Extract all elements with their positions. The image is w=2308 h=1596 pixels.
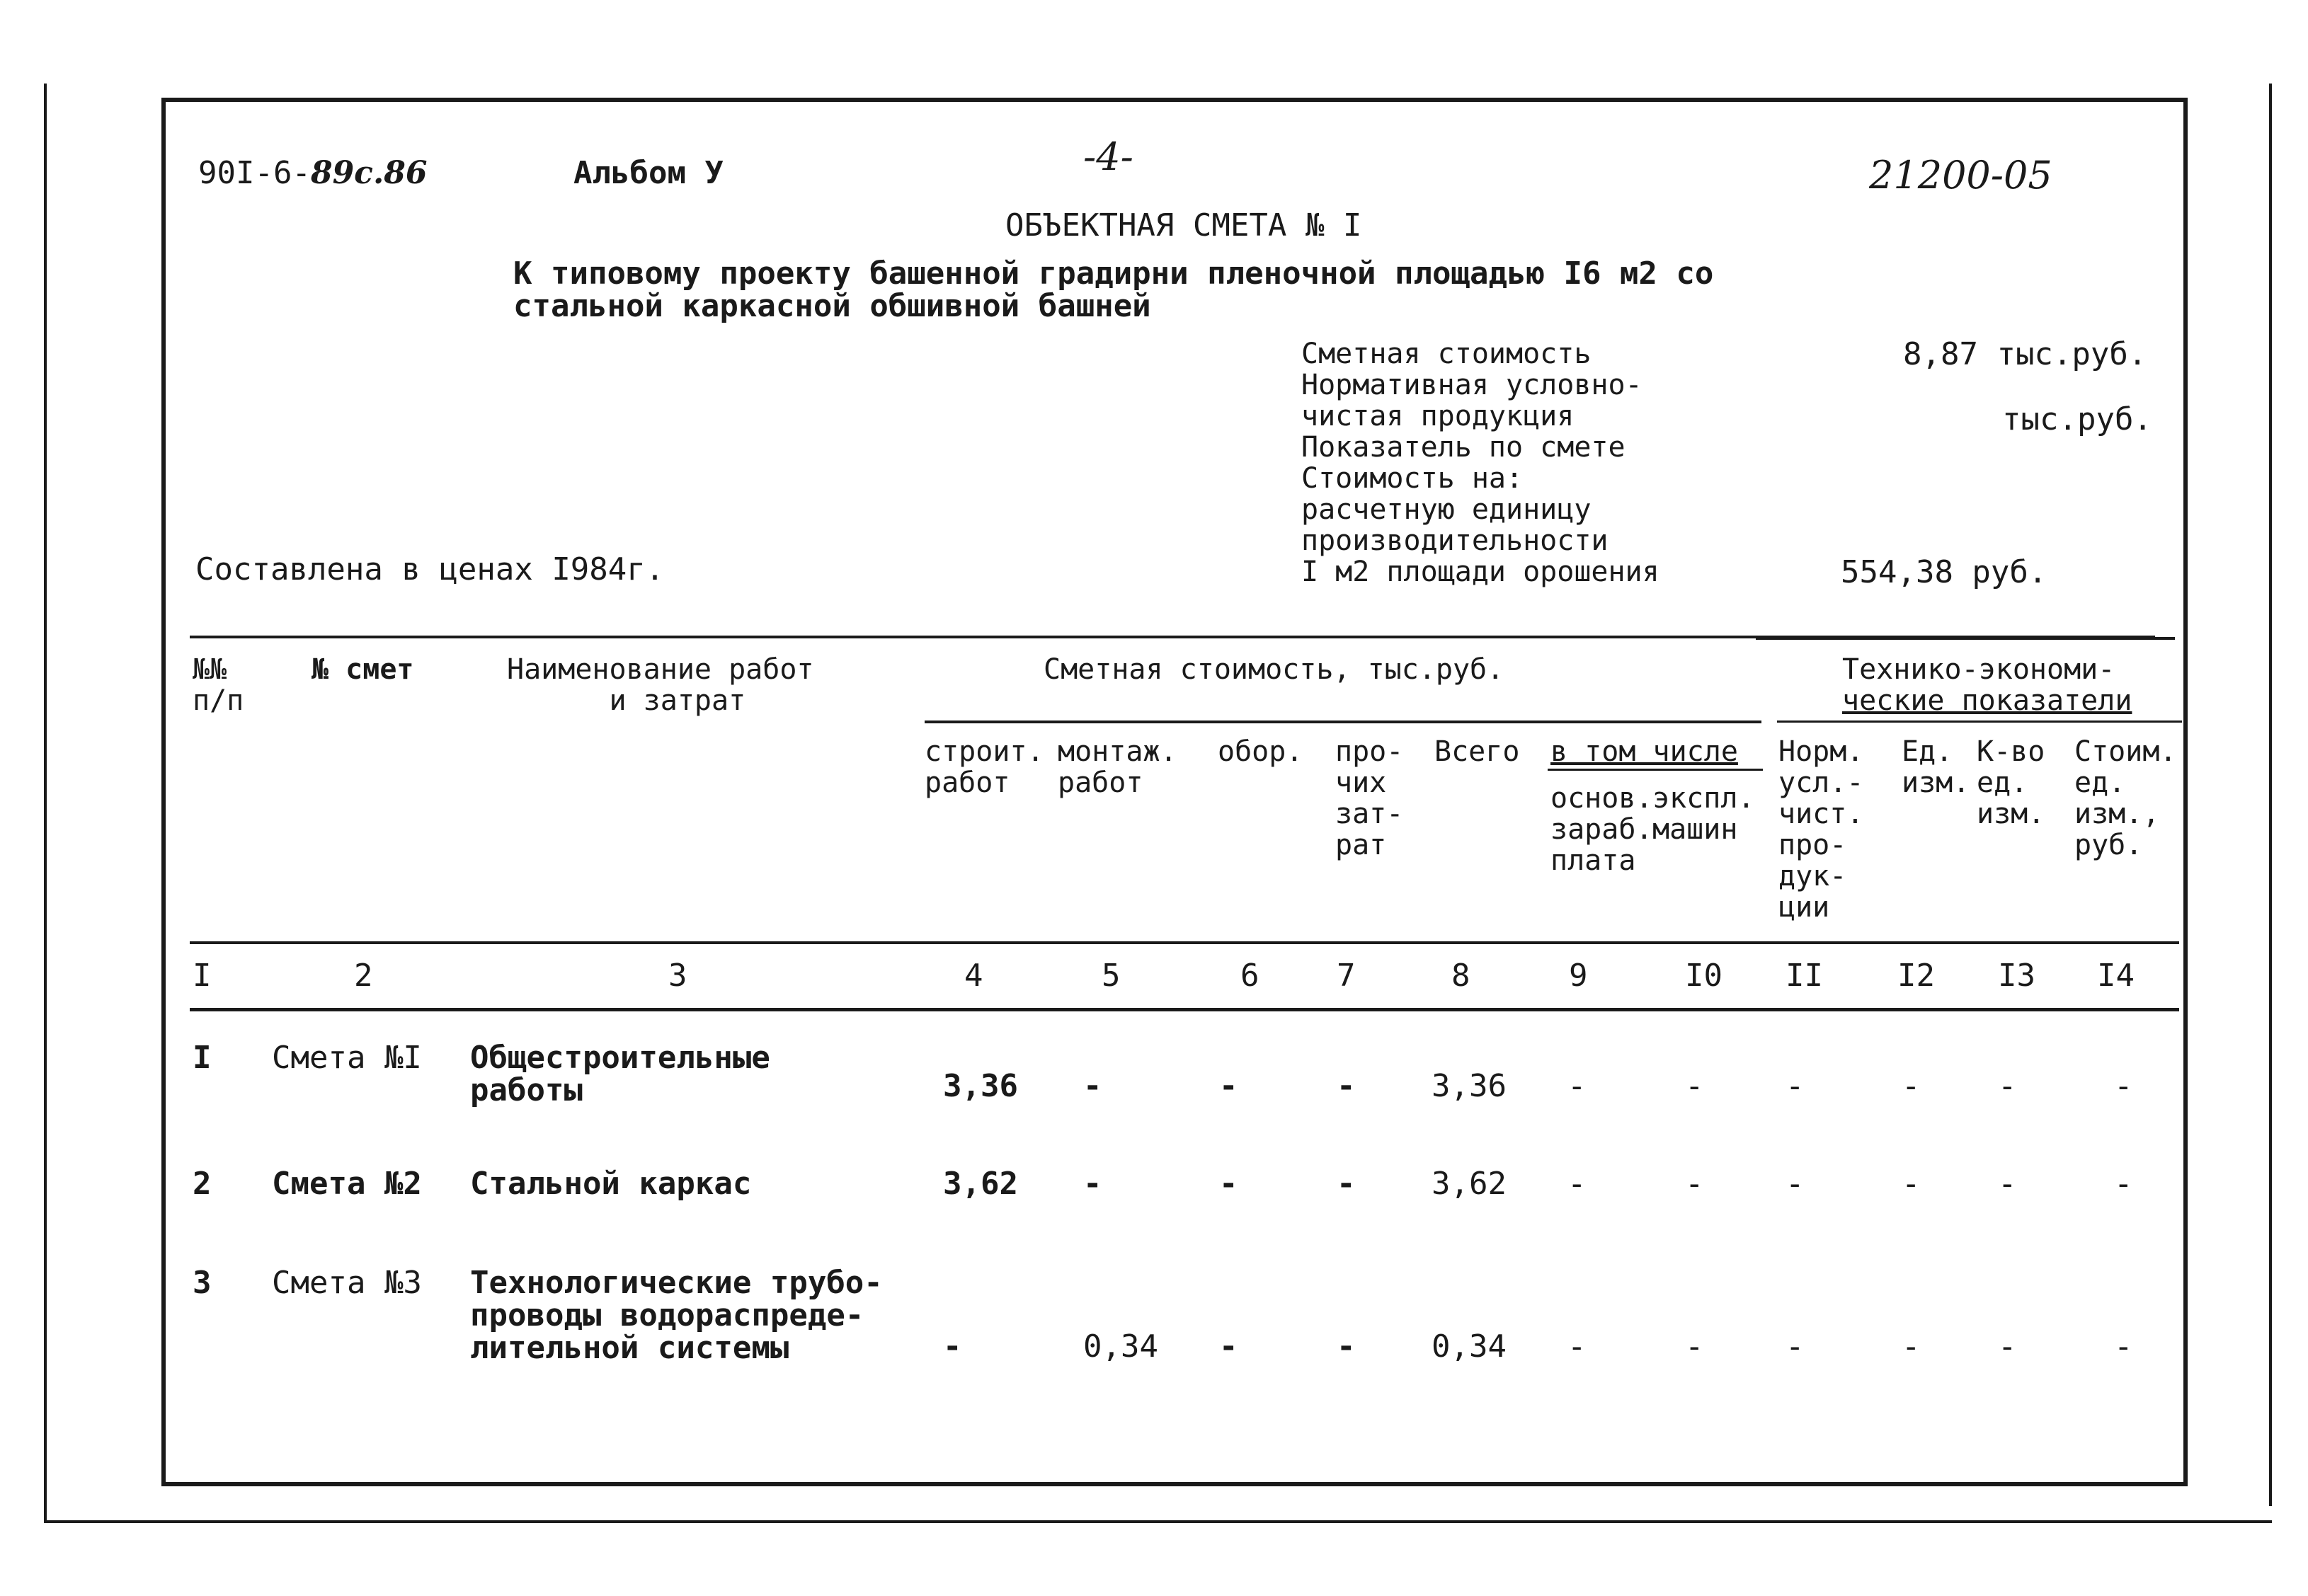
col-header-num: №№ п/п: [193, 653, 244, 717]
area-label: I м2 площади орошения: [1301, 556, 1659, 588]
row-name: Технологические трубо- проводы водораспреде- лительной системы: [470, 1265, 883, 1366]
column-number: II: [1786, 958, 1823, 994]
column-number: I0: [1685, 958, 1723, 994]
row-unit-cost: -: [2114, 1166, 2133, 1202]
page-title: ОБЪЕКТНАЯ СМЕТА № I: [1005, 207, 1362, 243]
col-header-machines: экспл. машин: [1652, 782, 1755, 846]
row-num: 2: [193, 1166, 212, 1202]
frame-bottom: [161, 1482, 2188, 1486]
row-total: 0,34: [1432, 1328, 1507, 1365]
column-number: I2: [1897, 958, 1935, 994]
row-estimate: Смета №2: [272, 1166, 422, 1202]
row-other: -: [1337, 1328, 1356, 1365]
row-wages: -: [1567, 1166, 1587, 1202]
row-installation: 0,34: [1083, 1328, 1158, 1365]
column-number: I4: [2097, 958, 2135, 994]
row-machines: -: [1685, 1328, 1704, 1365]
row-num: 3: [193, 1265, 212, 1301]
column-number: 6: [1240, 958, 1259, 994]
row-wages: -: [1567, 1068, 1587, 1104]
cost-per-label: Стоимость на:: [1301, 462, 1524, 495]
col-header-quantity: К-во ед. изм.: [1977, 735, 2045, 830]
column-numbers-rule: [190, 1008, 2179, 1011]
estimated-cost-value: 8,87 тыс.руб.: [1903, 336, 2147, 372]
normative-label-2: чистая продукция: [1301, 400, 1575, 432]
column-number: 5: [1102, 958, 1121, 994]
row-equipment: -: [1219, 1166, 1238, 1202]
col-header-construction: строит. работ: [925, 735, 1044, 799]
including-rule: [1548, 769, 1763, 771]
row-qty: -: [1998, 1166, 2017, 1202]
page-number: -4-: [1083, 134, 1133, 179]
col-header-unit: Ед. изм.: [1902, 735, 1970, 799]
row-name: Общестроительные работы: [470, 1040, 770, 1108]
row-unit: -: [1902, 1328, 1921, 1365]
column-number: 7: [1337, 958, 1356, 994]
doc-code-handwritten: 89с.86: [310, 155, 428, 191]
row-machines: -: [1685, 1166, 1704, 1202]
row-other: -: [1337, 1068, 1356, 1104]
column-number: 8: [1451, 958, 1470, 994]
outer-border-left: [44, 84, 47, 1520]
row-machines: -: [1685, 1068, 1704, 1104]
estimated-cost-label: Сметная стоимость: [1301, 338, 1592, 370]
col-header-name: Наименование работ и затрат: [507, 653, 814, 717]
row-equipment: -: [1219, 1328, 1238, 1365]
album-label: Альбом У: [573, 155, 724, 191]
table-top-rule-right: [1756, 637, 2175, 640]
col-header-total: Всего: [1434, 735, 1520, 768]
col-header-estimate-no: № смет: [312, 653, 414, 686]
col-header-tech-group-1: Технико-экономи-: [1842, 653, 2115, 686]
column-number: 3: [668, 958, 687, 994]
row-total: 3,36: [1432, 1068, 1507, 1104]
column-number: 4: [964, 958, 983, 994]
col-header-other: про- чих зат- рат: [1335, 735, 1404, 861]
row-construction: -: [943, 1328, 962, 1365]
outer-border-right: [2269, 84, 2272, 1506]
row-unit: -: [1902, 1166, 1921, 1202]
tech-group-rule: [1777, 721, 2182, 723]
unit-label-1: расчетную единицу: [1301, 493, 1592, 526]
subtitle-line2: стальной каркасной обшивной башней: [513, 288, 1151, 324]
row-estimate: Смета №3: [272, 1265, 422, 1301]
row-unit-cost: -: [2114, 1328, 2133, 1365]
column-number: I: [193, 958, 212, 994]
normative-unit: тыс.руб.: [2002, 401, 2152, 437]
col-header-cost-group: Сметная стоимость, тыс.руб.: [1044, 653, 1504, 686]
col-header-equipment: обор.: [1218, 735, 1303, 768]
col-header-norm-product: Норм. усл.- чист. про- дук- ции: [1778, 735, 1864, 924]
col-header-wages: основ. зараб. плата: [1550, 782, 1653, 877]
row-norm: -: [1786, 1166, 1805, 1202]
row-equipment: -: [1219, 1068, 1238, 1104]
row-name: Стальной каркас: [470, 1166, 752, 1202]
outer-border-bottom: [44, 1520, 2272, 1523]
row-estimate: Смета №I: [272, 1040, 422, 1076]
normative-label-1: Нормативная условно-: [1301, 369, 1643, 401]
row-other: -: [1337, 1166, 1356, 1202]
indicator-label: Показатель по смете: [1301, 431, 1626, 464]
col-header-installation: монтаж. работ: [1058, 735, 1177, 799]
column-number: 9: [1569, 958, 1588, 994]
cost-group-rule: [925, 721, 1761, 723]
column-number: 2: [354, 958, 373, 994]
archive-number: 21200-05: [1869, 153, 2052, 197]
row-wages: -: [1567, 1328, 1587, 1365]
row-qty: -: [1998, 1328, 2017, 1365]
row-construction: 3,62: [943, 1166, 1018, 1202]
row-norm: -: [1786, 1068, 1805, 1104]
row-unit-cost: -: [2114, 1068, 2133, 1104]
frame-right: [2183, 98, 2188, 1485]
row-qty: -: [1998, 1068, 2017, 1104]
row-unit: -: [1902, 1068, 1921, 1104]
row-norm: -: [1786, 1328, 1805, 1365]
row-installation: -: [1083, 1166, 1102, 1202]
doc-code: [198, 157, 428, 190]
frame-left: [161, 98, 166, 1486]
col-header-including: в том числе: [1550, 735, 1738, 768]
col-header-unit-cost: Стоим. ед. изм., руб.: [2074, 735, 2177, 861]
row-num: I: [193, 1040, 212, 1076]
unit-label-2: производительности: [1301, 524, 1609, 557]
frame-top: [161, 98, 2188, 102]
column-number: I3: [1998, 958, 2035, 994]
row-total: 3,62: [1432, 1166, 1507, 1202]
row-installation: -: [1083, 1068, 1102, 1104]
subtitle-line1: К типовому проекту башенной градирни пленочной площадью I6 м2 со: [513, 256, 1714, 292]
prices-note: Составлена в ценах I984г.: [195, 551, 665, 587]
doc-code-printed: 90I-6-: [198, 155, 311, 191]
row-construction: 3,36: [943, 1068, 1018, 1104]
col-header-tech-group-2: ческие показатели: [1842, 684, 2132, 717]
header-bottom-rule: [190, 941, 2179, 944]
area-value: 554,38 руб.: [1841, 554, 2047, 590]
